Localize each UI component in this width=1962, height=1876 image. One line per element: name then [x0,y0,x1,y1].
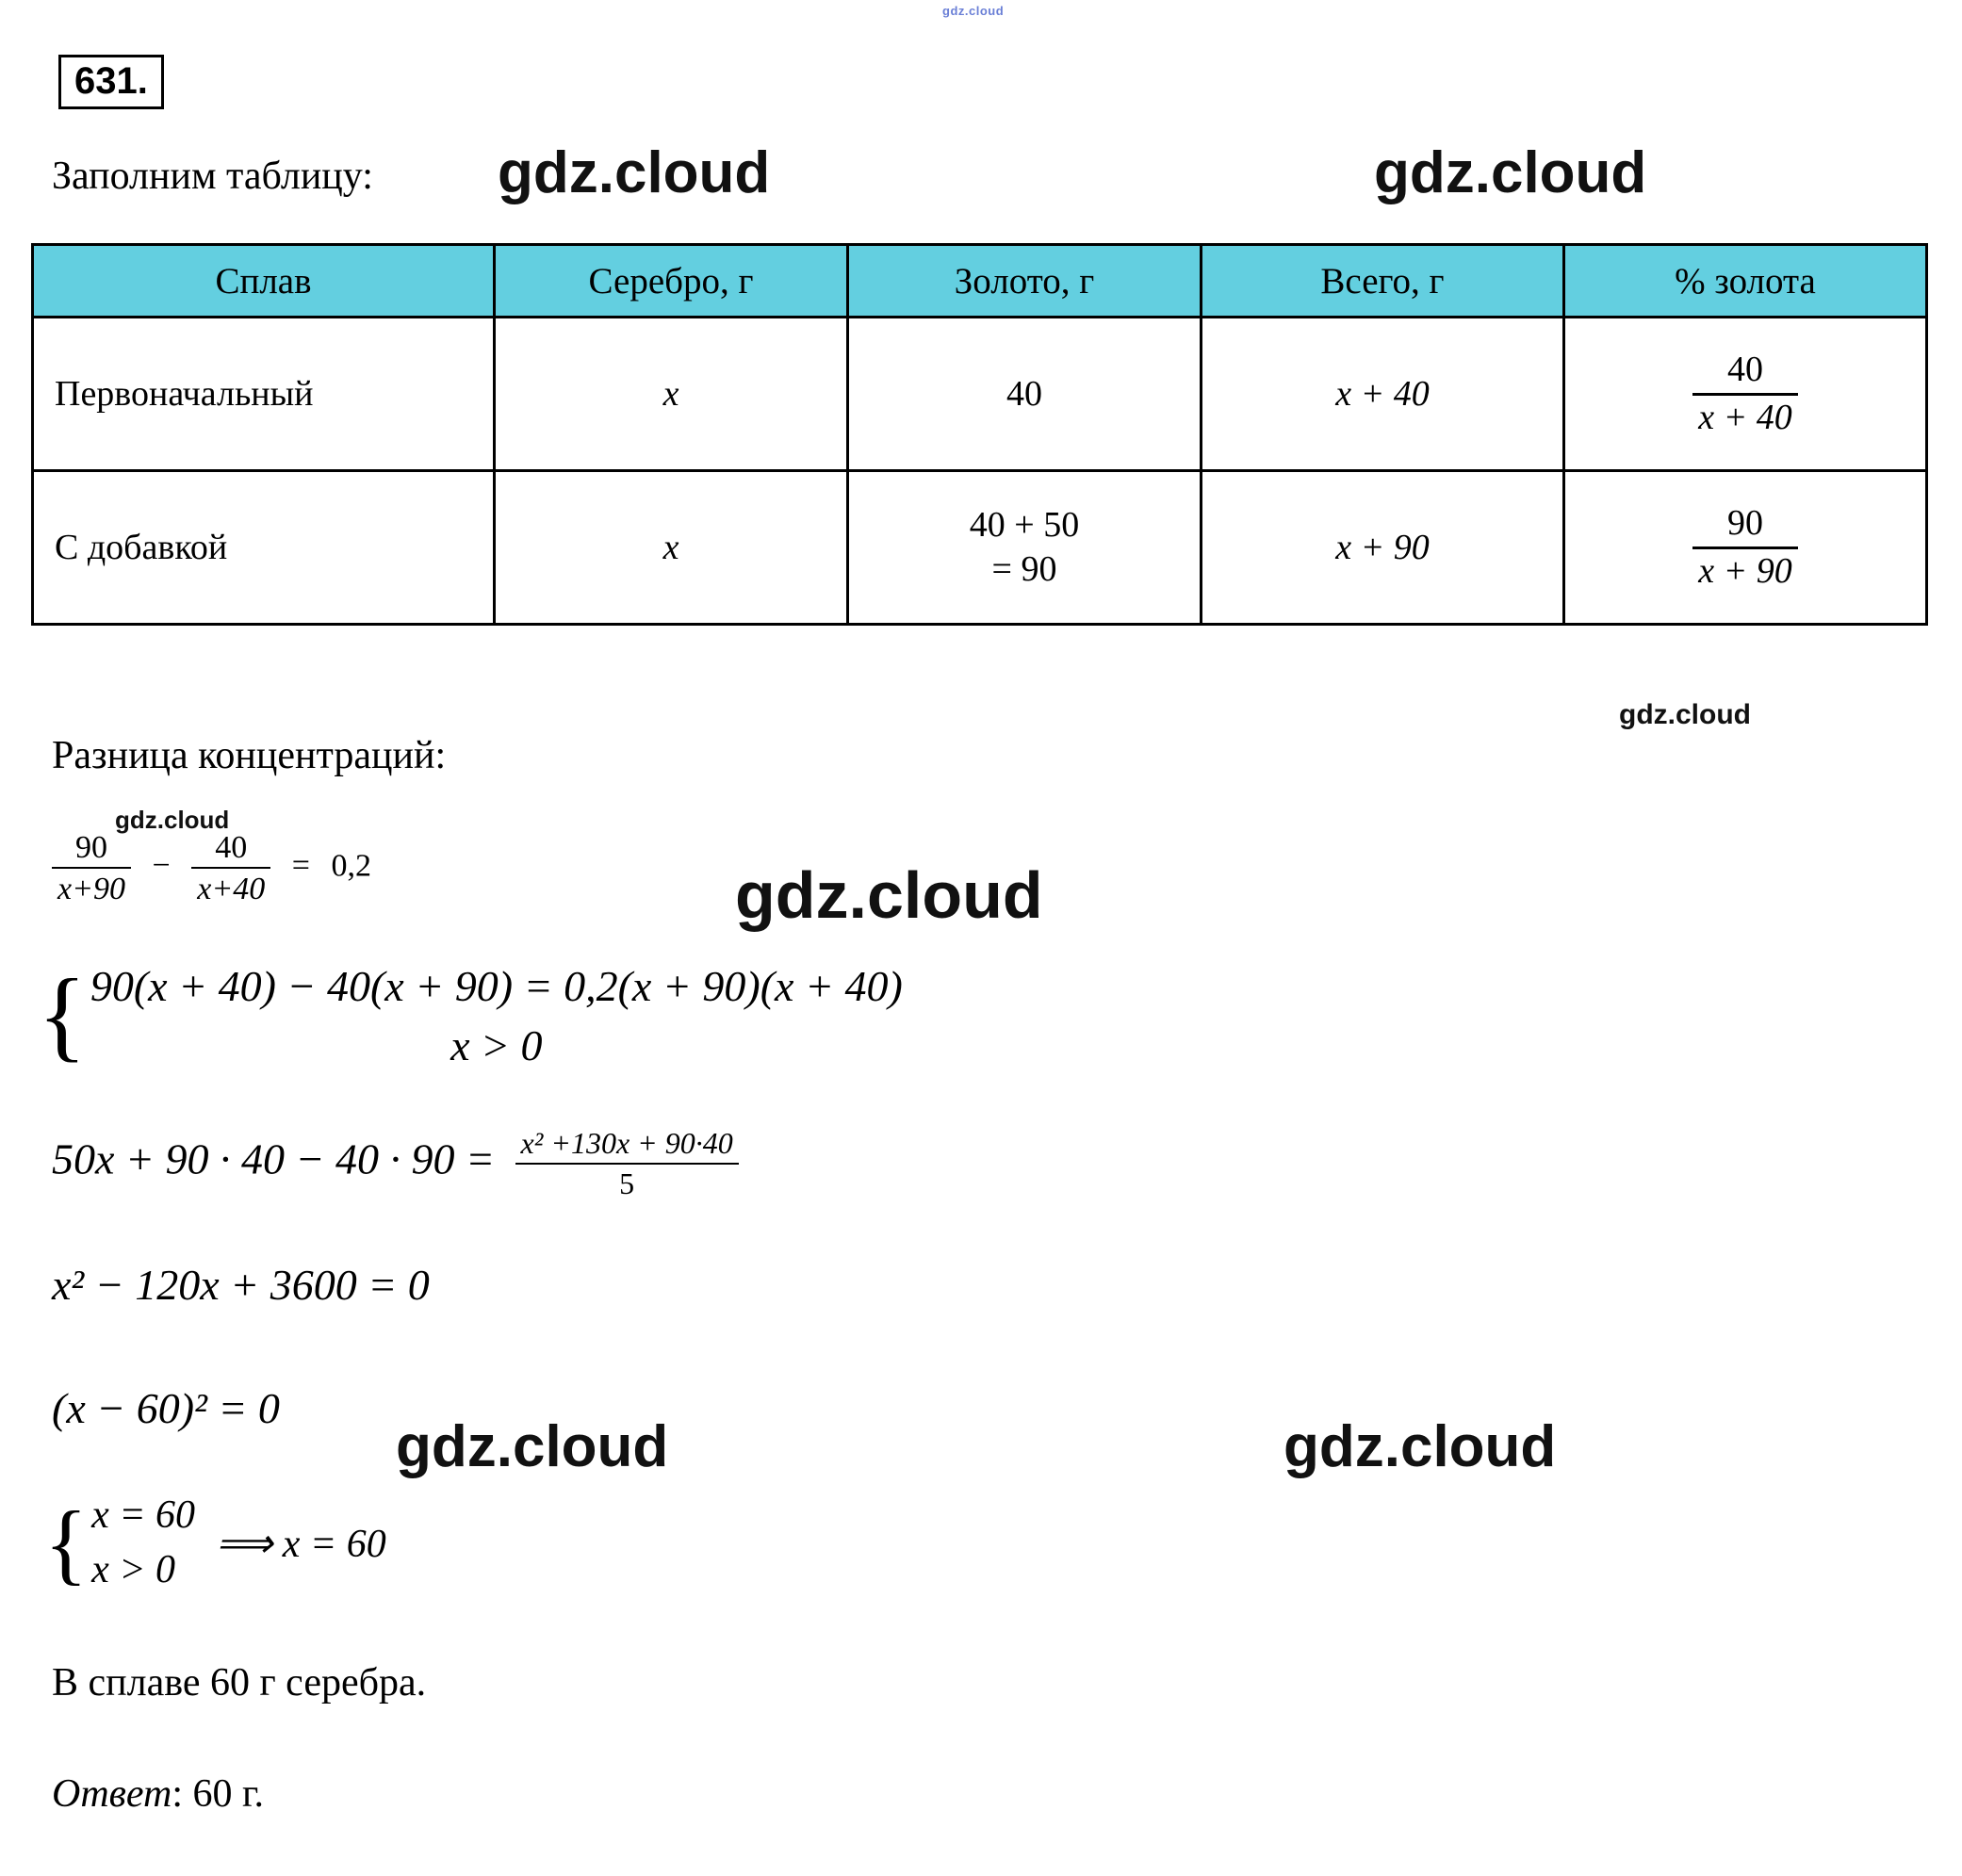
cell-percent [1564,471,1927,625]
equals-sign: = [291,848,310,884]
fraction-numerator: 40 [1726,349,1763,389]
fraction-numerator: 90 [75,830,108,865]
equation-system-2 [44,1489,386,1598]
conclusion-text: В сплаве 60 г серебра. [52,1661,427,1705]
column-header-gold: Золото, г [848,245,1202,318]
system-conclusion: ⟹ x = 60 [216,1522,386,1566]
table-header-row [33,245,1927,318]
watermark: gdz.cloud [735,858,1043,932]
fraction [515,1126,739,1201]
system-line-2: x > 0 [450,1021,543,1070]
equation-left-side: 50x + 90 · 40 − 40 · 90 = [52,1134,496,1183]
cell-silver: x [495,471,848,625]
cell-alloy-name: Первоначальный [33,318,495,471]
fraction-numerator: 90 [1726,502,1763,543]
system-rows [90,956,903,1076]
minus-sign: − [152,848,171,884]
exercise-number: 631. [58,55,164,109]
brace-icon: { [38,959,87,1072]
fraction-denominator: x + 90 [1692,546,1798,593]
equation-factored: (x − 60)² = 0 [52,1384,280,1432]
fraction [191,829,270,907]
alloy-table [31,243,1928,626]
fraction-numerator: x² +130x + 90·40 [520,1126,733,1160]
cell-total: x + 90 [1202,471,1564,625]
brace-icon: { [44,1492,89,1593]
table-row [33,471,1927,625]
watermark: gdz.cloud [396,1414,669,1479]
fraction-denominator: x + 40 [1692,393,1798,439]
cell-gold [848,471,1202,625]
watermark: gdz.cloud [115,806,230,834]
fraction-denominator: x+90 [52,867,131,907]
fraction [52,829,131,907]
cell-alloy-name: С добавкой [33,471,495,625]
equation-system-1 [38,956,903,1076]
watermark: gdz.cloud [1283,1414,1557,1479]
cell-silver: x [495,318,848,471]
answer-value: : 60 г. [172,1772,264,1816]
system-line-2: x > 0 [91,1547,176,1591]
intro-text: Заполним таблицу: [52,155,373,198]
fraction-numerator: 40 [215,830,248,865]
cell-percent [1564,318,1927,471]
column-header-total: Всего, г [1202,245,1564,318]
system-line-1: 90(x + 40) − 40(x + 90) = 0,2(x + 90)(x + 40) [90,962,903,1010]
cell-gold: 40 [848,318,1202,471]
watermark: gdz.cloud [1374,140,1647,205]
answer-label: Ответ [52,1772,172,1816]
cell-gold-line1: 40 + 50 [969,504,1080,545]
watermark: gdz.cloud [1619,699,1751,730]
system-rows [91,1489,195,1598]
fraction-denominator: x+40 [191,867,270,907]
fraction-denominator: 5 [515,1163,739,1201]
equation-quadratic: x² − 120x + 3600 = 0 [52,1261,430,1309]
section-title: Разница концентраций: [52,734,447,777]
watermark-tiny-top: gdz.cloud [942,4,1005,18]
table-row [33,318,1927,471]
system-line-1: x = 60 [91,1493,196,1537]
fraction [1692,503,1798,592]
equation-result: 0,2 [331,848,371,884]
answer-line [52,1771,264,1817]
column-header-percent: % золота [1564,245,1927,318]
cell-total: x + 40 [1202,318,1564,471]
equation-expanded [52,1126,739,1201]
equation-concentration-difference [52,829,371,907]
column-header-silver: Серебро, г [495,245,848,318]
watermark: gdz.cloud [498,140,771,205]
column-header-alloy: Сплав [33,245,495,318]
fraction [1692,350,1798,438]
cell-gold-line2: = 90 [991,549,1057,589]
